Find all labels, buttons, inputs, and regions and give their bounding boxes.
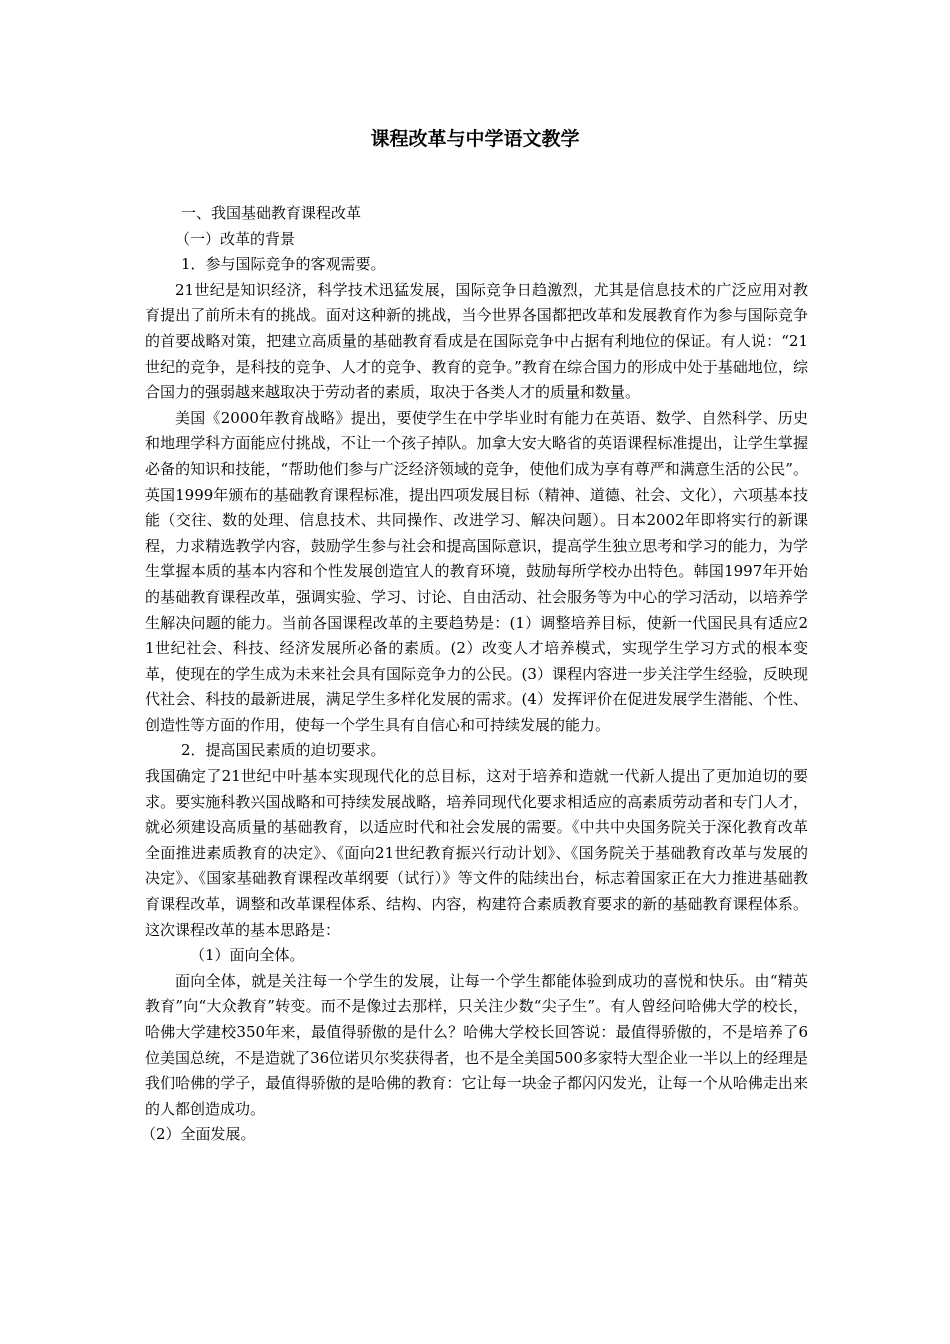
paragraph: 我国确定了21世纪中叶基本实现现代化的总目标，这对于培养和造就一代新人提出了更加迫切的要求。要实施科教兴国战略和可持续发展战略，培养同现代化要求相适应的高素质劳动者和专门人才，就必须建设高质量的基础教育，以适应时代和社会发展的需要。《中共中央国务院关于深化教育改革全面推进素质教育的决定》、《面向21世纪教育振兴行动计划》、《国务院关于基础教育改革与发展的决定》、《国家基础教育课程改革纲要（试行）》等文件的陆续出台，标志着国家正在大力推进基础教育课程改革，调整和改革课程体系、结构、内容，构建符合素质教育要求的新的基础教育课程体系。这次课程改革的基本思路是： [145,767,808,939]
section-heading: 一、我国基础教育课程改革 [181,204,362,222]
point-heading: 1．参与国际竞争的客观需要。 [181,255,386,274]
list-item-heading: （2）全面发展。 [141,1125,256,1144]
document-title: 课程改革与中学语文教学 [370,128,580,150]
paragraph: 美国《2000年教育战略》提出，要使学生在中学毕业时有能力在英语、数学、自然科学、历史和地理学科方面能应付挑战，不让一个孩子掉队。加拿大安大略省的英语课程标准提出，让学生掌握必备的知识和技能，“帮助他们参与广泛经济领域的竞争，使他们成为享有尊严和满意生活的公民”。英国1999年颁布的基础教育课程标准，提出四项发展目标（精神、道德、社会、文化），六项基本技能（交往、数的处理、信息技术、共同操作、改进学习、解决问题）。日本2002年即将实行的新课程，力求精选教学内容，鼓励学生参与社会和提高国际意识，提高学生独立思考和学习的能力，为学生掌握本质的基本内容和个性发展创造宜人的教育环境，鼓励每所学校办出特色。韩国1997年开始的基础教育课程改革，强调实验、学习、讨论、自由活动、社会服务等为中心的学习活动，以培养学生解决问题的能力。当前各国课程改革的主要趋势是：(1）调整培养目标，使新一代国民具有适应21世纪社会、科技、经济发展所必备的素质。(2）改变人才培养模式，实现学生学习方式的根本变革，使现在的学生成为未来社会具有国际竞争力的公民。(3）课程内容进一步关注学生经验，反映现代社会、科技的最新进展，满足学生多样化发展的需求。(4）发挥评价在促进发展学生潜能、个性、创造性等方面的作用，使每一个学生具有自信心和可持续发展的能力。 [145,408,808,734]
paragraph: 21世纪是知识经济，科学技术迅猛发展，国际竞争日趋激烈，尤其是信息技术的广泛应用对教育提出了前所未有的挑战。面对这种新的挑战，当今世界各国都把改革和发展教育作为参与国际竞争的首要战略对策，把建立高质量的基础教育看成是在国际竞争中占据有利地位的保证。有人说：“21世纪的竞争，是科技的竞争、人才的竞争、教育的竞争。”教育在综合国力的形成中处于基础地位，综合国力的强弱越来越取决于劳动者的素质，取决于各类人才的质量和数量。 [145,280,808,402]
document-body [141,201,808,1148]
paragraph: 面向全体，就是关注每一个学生的发展，让每一个学生都能体验到成功的喜悦和快乐。由“精英教育”向“大众教育”转变。而不是像过去那样，只关注少数“尖子生”。有人曾经问哈佛大学的校长，哈佛大学建校350年来，最值得骄傲的是什么？哈佛大学校长回答说：最值得骄傲的，不是培养了6位美国总统，不是造就了36位诺贝尔奖获得者，也不是全美国500多家特大型企业一半以上的经理是我们哈佛的学子，最值得骄傲的是哈佛的教育：它让每一块金子都闪闪发光，让每一个从哈佛走出来的人都创造成功。 [145,971,808,1118]
list-item-heading: （1）面向全体。 [190,946,305,965]
point-heading: 2．提高国民素质的迫切要求。 [181,741,386,760]
subsection-heading: （一）改革的背景 [175,229,296,248]
